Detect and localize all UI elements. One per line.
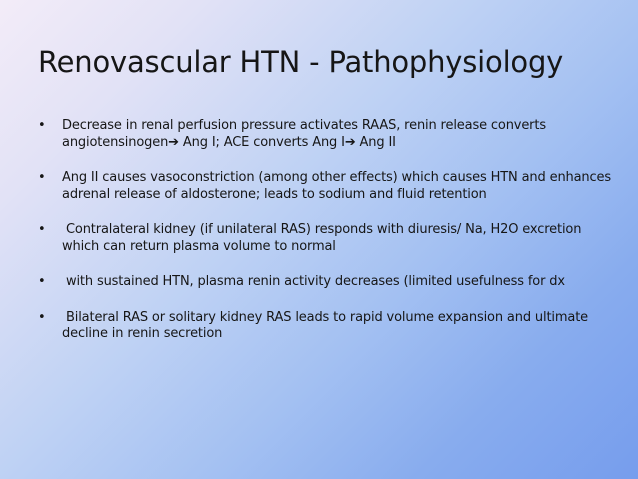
bullet-item — [38, 222, 613, 255]
bullet-text: Bilateral RAS or solitary kidney RAS leads to rapid volume expansion and ultimate decline in renin secretion — [62, 309, 592, 341]
bullet-dot-icon: • — [38, 309, 46, 325]
bullet-dot-icon: • — [38, 118, 46, 133]
bullet-item — [38, 274, 613, 291]
bullet-item — [38, 310, 613, 343]
bullet-list — [38, 118, 613, 362]
bullet-text: Ang II causes vasoconstriction (among other effects) which causes HTN and enhances adrenal release of aldosterone; leads to sodium and fluid retention — [62, 170, 615, 202]
bullet-dot-icon: • — [38, 274, 46, 289]
bullet-dot-icon: • — [38, 222, 46, 237]
bullet-item — [38, 118, 613, 151]
bullet-text: with sustained HTN, plasma renin activity decreases (limited usefulness for dx — [62, 274, 565, 289]
bullet-dot-icon: • — [38, 170, 46, 185]
bullet-text: Decrease in renal perfusion pressure activates RAAS, renin release converts angiotensinogen➔ Ang I; ACE converts Ang I➔ Ang II — [62, 118, 550, 150]
bullet-item — [38, 170, 613, 203]
bullet-text: Contralateral kidney (if unilateral RAS) responds with diuresis/ Na, H2O excretion which can return plasma volume to normal — [62, 222, 586, 254]
slide-title: Renovascular HTN - Pathophysiology — [38, 45, 564, 79]
